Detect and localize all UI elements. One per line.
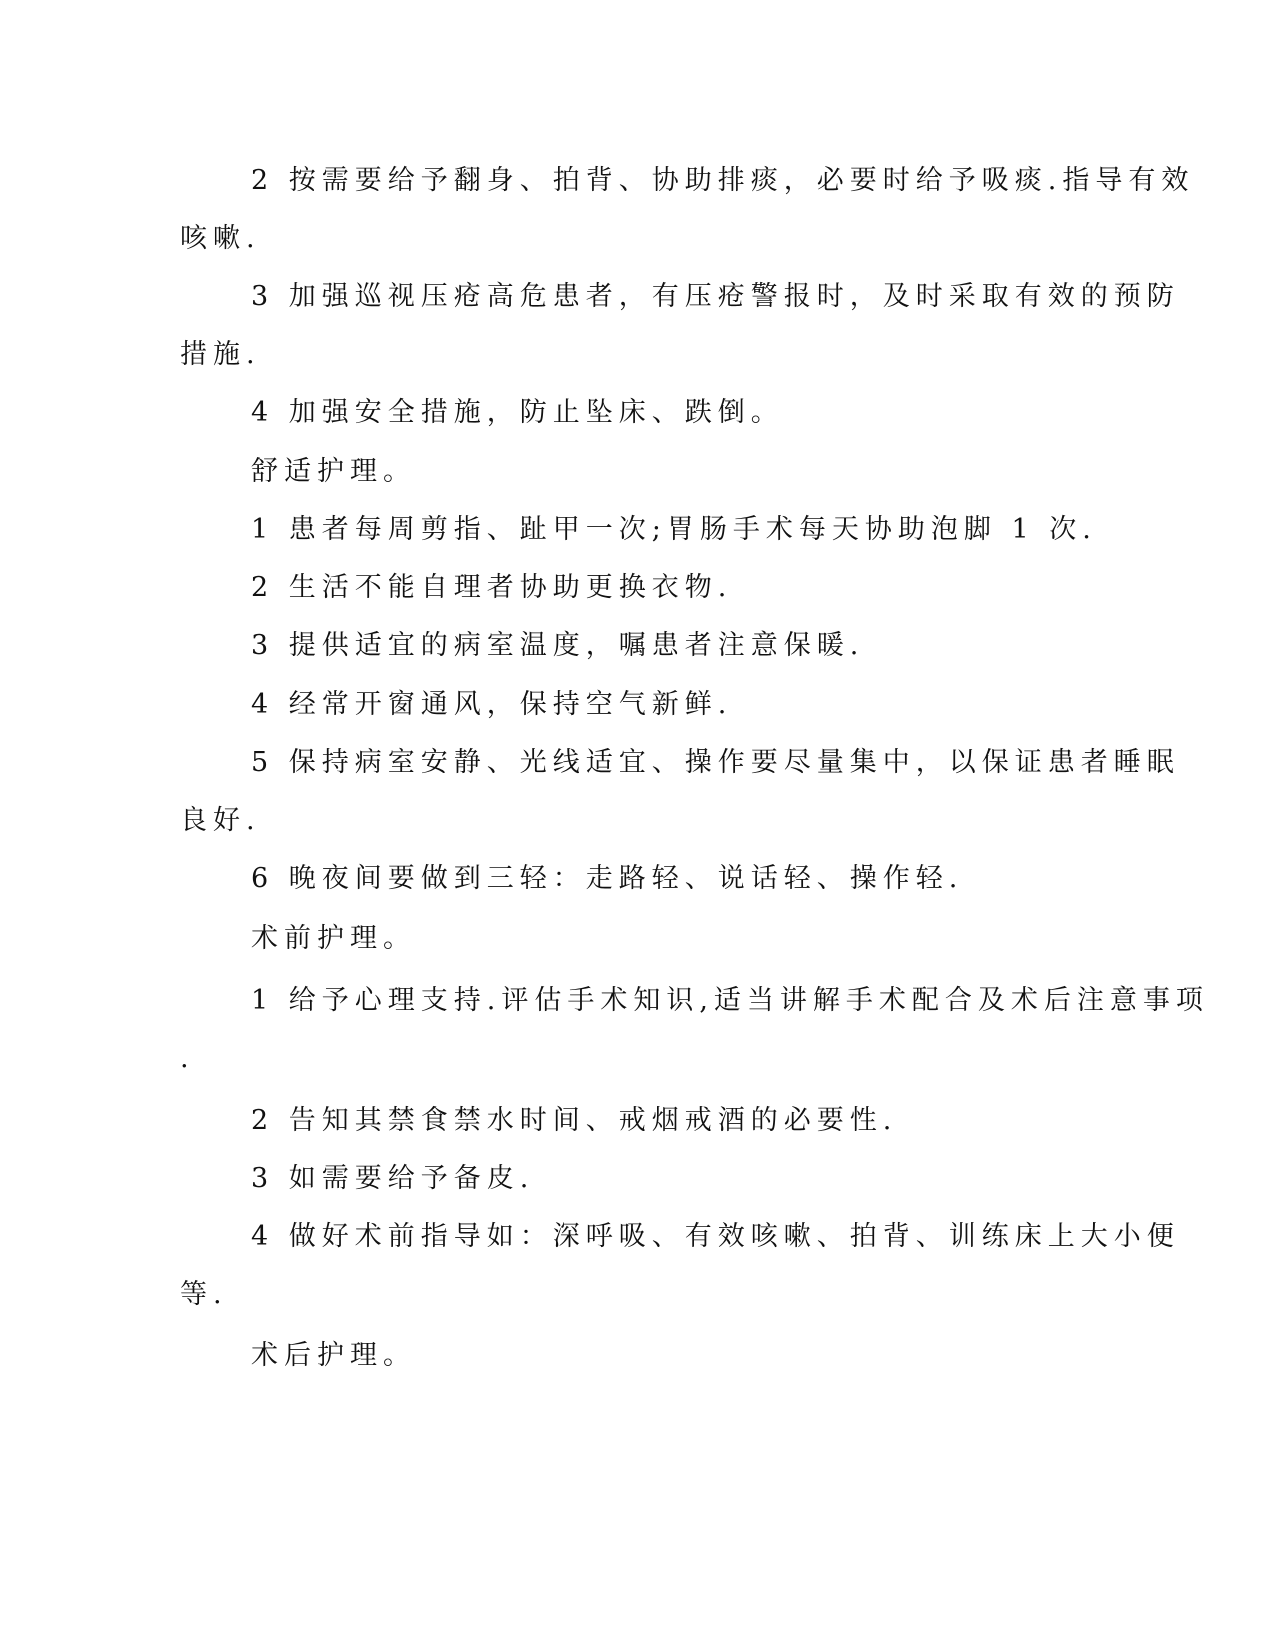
paragraph-line: 3 如需要给予备皮. xyxy=(251,1163,535,1194)
paragraph-preop-2 xyxy=(180,1092,1050,1150)
paragraph-comfort-1 xyxy=(180,501,1097,559)
section-heading-postoperative-care xyxy=(180,1327,1050,1385)
paragraph-comfort-2 xyxy=(180,559,1050,617)
paragraph-line: 措施. xyxy=(180,339,261,370)
paragraph-line: 4 加强安全措施，防止坠床、跌倒。 xyxy=(251,397,784,428)
paragraph-comfort-3 xyxy=(180,617,1050,675)
paragraph-comfort-5 xyxy=(180,734,1180,850)
paragraph-line: 4 做好术前指导如：深呼吸、有效咳嗽、拍背、训练床上大小便 xyxy=(251,1221,1180,1252)
section-heading: 术前护理。 xyxy=(251,923,416,954)
paragraph-comfort-4 xyxy=(180,676,1050,734)
paragraph-line: 2 生活不能自理者协助更换衣物. xyxy=(251,572,733,603)
paragraph-line: 4 经常开窗通风，保持空气新鲜. xyxy=(251,689,733,720)
paragraph-line: 2 告知其禁食禁水时间、戒烟戒酒的必要性. xyxy=(251,1105,898,1136)
paragraph-line: 良好. xyxy=(180,805,261,836)
section-heading-preoperative-care xyxy=(180,910,1050,968)
paragraph-line: 5 保持病室安静、光线适宜、操作要尽量集中，以保证患者睡眠 xyxy=(251,747,1180,778)
paragraph-line: 3 提供适宜的病室温度，嘱患者注意保暖. xyxy=(251,630,865,661)
paragraph-line: 6 晚夜间要做到三轻：走路轻、说话轻、操作轻. xyxy=(251,863,964,894)
section-heading: 舒适护理。 xyxy=(251,456,416,487)
paragraph-pressure-ulcer xyxy=(180,268,1180,384)
paragraph-line: 2 按需要给予翻身、拍背、协助排痰，必要时给予吸痰.指导有效 xyxy=(251,165,1195,196)
paragraph-line: 咳嗽. xyxy=(180,223,261,254)
paragraph-line: 3 加强巡视压疮高危患者，有压疮警报时，及时采取有效的预防 xyxy=(251,281,1180,312)
paragraph-safety xyxy=(180,384,1050,442)
paragraph-preop-4 xyxy=(180,1208,1180,1324)
paragraph-line: 等. xyxy=(180,1279,228,1310)
paragraph-comfort-6 xyxy=(180,850,1050,908)
paragraph-preop-1 xyxy=(180,972,1209,1088)
section-heading-comfort-care xyxy=(180,443,1050,501)
paragraph-turning-sputum xyxy=(180,152,1195,268)
paragraph-line: 1 给予心理支持.评估手术知识,适当讲解手术配合及术后注意事项 xyxy=(251,985,1209,1016)
section-heading: 术后护理。 xyxy=(251,1340,416,1371)
paragraph-line: 1 患者每周剪指、趾甲一次;胃肠手术每天协助泡脚 1 次. xyxy=(251,514,1097,545)
paragraph-preop-3 xyxy=(180,1150,1050,1208)
paragraph-line: . xyxy=(180,1043,195,1074)
